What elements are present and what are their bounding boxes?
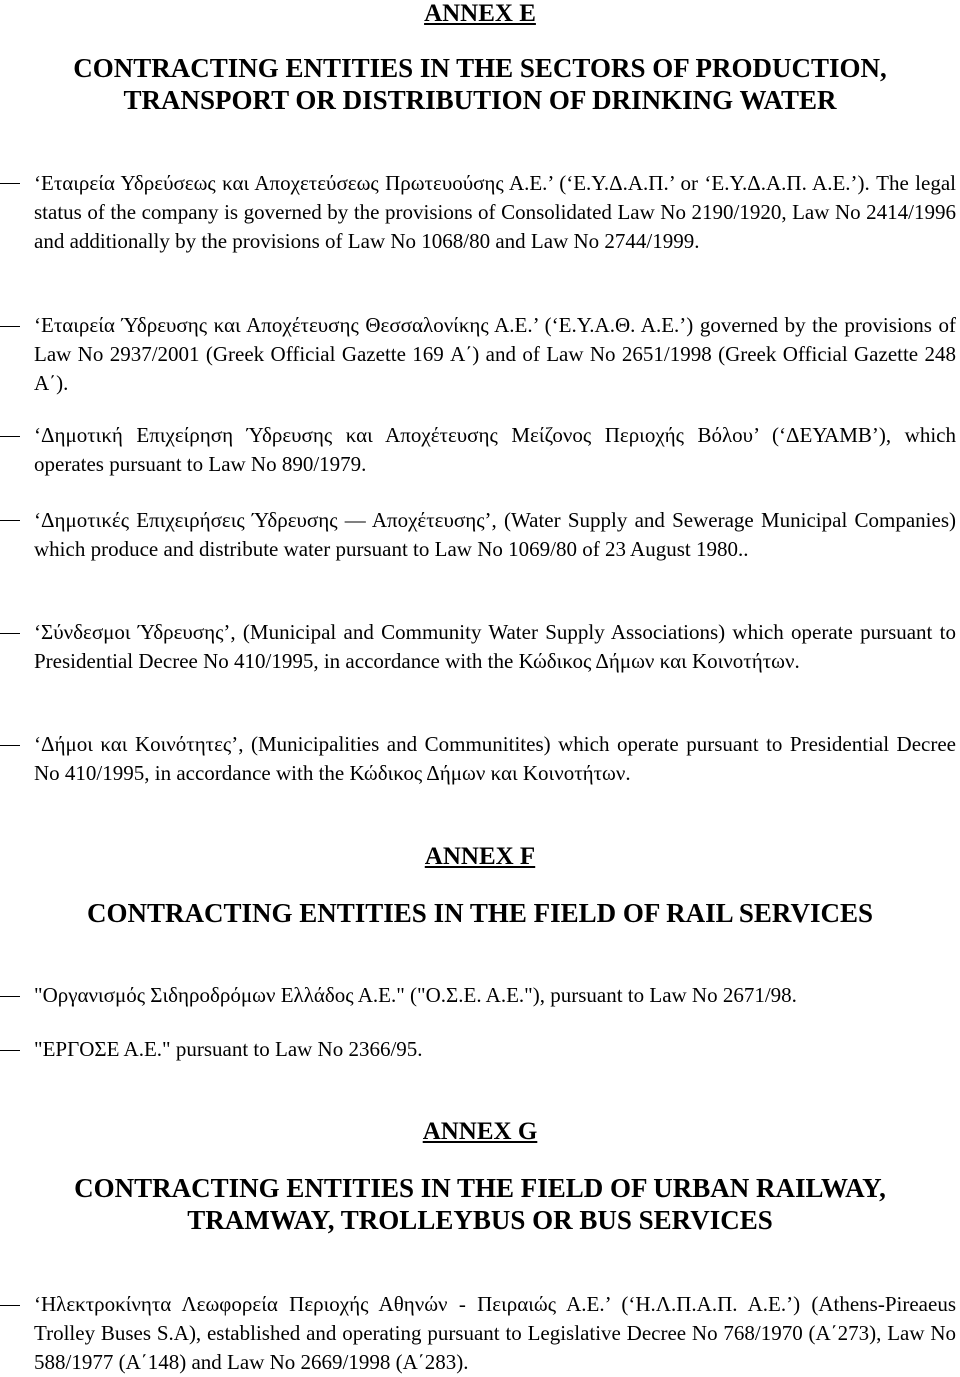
annex-g-title: ANNEX G xyxy=(422,1118,538,1145)
list-dash xyxy=(0,1050,20,1051)
annex-g-item-1: ‘Ηλεκτροκίνητα Λεωφορεία Περιοχής Αθηνών - Πειραιώς Α.Ε.’ (‘Η.Λ.Π.Α.Π. Α.Ε.’) (Athens-Pireaeus Trolley Buses S.A), established and operating pursuant to Legislative Decree No 768/1970 (Α΄273), Law No 588/1977 (Α΄148) and Law No 2669/1998 (Α΄283). xyxy=(34,1292,956,1374)
annex-g-heading-line1: CONTRACTING ENTITIES IN THE FIELD OF URBAN RAILWAY, xyxy=(74,1173,886,1203)
annex-e-item-2: ‘Εταιρεία Ύδρευσης και Αποχέτευσης Θεσσαλονίκης Α.Ε.’ (‘Ε.Υ.Α.Θ. Α.Ε.’) governed by the provisions of Law No 2937/2001 (Greek Official Gazette 169 Α΄) and of Law No 2651/1998 (Greek Official Gazette 248 Α΄). xyxy=(34,313,956,395)
annex-g-heading xyxy=(0,1172,960,1236)
annex-e-item-1: ‘Εταιρεία Υδρεύσεως και Αποχετεύσεως Πρωτευούσης Α.Ε.’ (‘Ε.Υ.Δ.Α.Π.’ or ‘Ε.Υ.Δ.Α.Π. Α.Ε.’). The legal status of the company is governed by the provisions of Consolidated Law No 2190/1920, Law No 2414/1996 and additionally by the provisions of Law No 1068/80 and Law No 2744/1999. xyxy=(34,171,956,253)
list-dash xyxy=(0,1305,20,1306)
list-dash xyxy=(0,520,20,521)
annex-g-heading-line2: TRAMWAY, TROLLEYBUS OR BUS SERVICES xyxy=(187,1205,773,1235)
annex-e-heading-line1: CONTRACTING ENTITIES IN THE SECTORS OF PRODUCTION, xyxy=(73,53,887,83)
list-dash xyxy=(0,996,20,997)
annex-e-item-3: ‘Δημοτική Επιχείρηση Ύδρευσης και Αποχέτευσης Μείζονος Περιοχής Βόλου’ (‘ΔΕΥΑΜΒ’), which operates pursuant to Law No 890/1979. xyxy=(34,423,956,476)
list-dash xyxy=(0,326,20,327)
annex-f-item-2: "ΕΡΓΟΣΕ Α.Ε." pursuant to Law No 2366/95. xyxy=(34,1037,423,1061)
list-dash xyxy=(0,745,20,746)
annex-e-heading xyxy=(0,52,960,116)
annex-e-item-4: ‘Δημοτικές Επιχειρήσεις Ύδρευσης — Αποχέτευσης’, (Water Supply and Sewerage Municipal Companies) which produce and distribute water pursuant to Law No 1069/80 of 23 August 1980.. xyxy=(34,508,956,561)
list-dash xyxy=(0,633,20,634)
annex-f-item-1: "Οργανισμός Σιδηροδρόμων Ελλάδος Α.Ε." ("Ο.Σ.Ε. Α.Ε."), pursuant to Law No 2671/98. xyxy=(34,983,797,1007)
annex-e-title: ANNEX E xyxy=(424,0,536,27)
annex-e-item-6: ‘Δήμοι και Κοινότητες’, (Municipalities and Communitites) which operate pursuant to Presidential Decree No 410/1995, in accordance with the Κώδικος Δήμων και Κοινοτήτων. xyxy=(34,732,956,785)
annex-e-item-5: ‘Σύνδεσμοι Ύδρευσης’, (Municipal and Community Water Supply Associations) which operate pursuant to Presidential Decree No 410/1995, in accordance with the Κώδικος Δήμων και Κοινοτήτων. xyxy=(34,620,956,673)
annex-f-title: ANNEX F xyxy=(424,843,536,870)
annex-f-heading: CONTRACTING ENTITIES IN THE FIELD OF RAIL SERVICES xyxy=(86,898,873,928)
annex-e-heading-line2: TRANSPORT OR DISTRIBUTION OF DRINKING WATER xyxy=(123,85,837,115)
list-dash xyxy=(0,183,20,184)
list-dash xyxy=(0,436,20,437)
